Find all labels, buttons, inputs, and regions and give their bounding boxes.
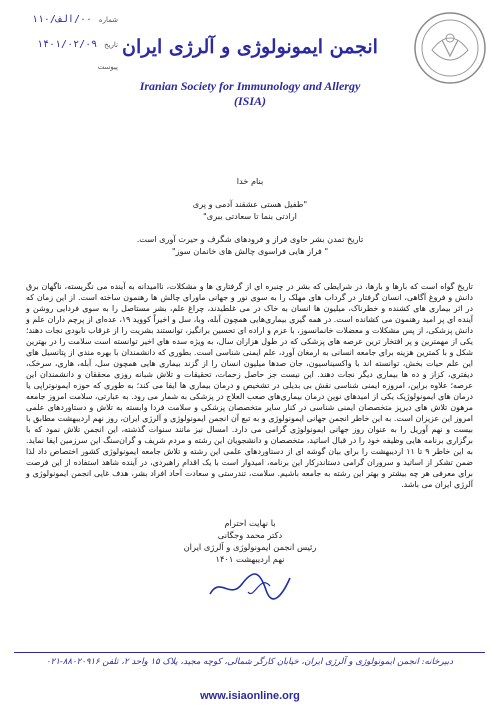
poem-line-1: "طفیل هستی عشقند آدمی و پری xyxy=(192,199,308,209)
signer-name: دکتر محمد وجگانی xyxy=(217,530,283,540)
basmala: بنام خدا xyxy=(236,176,264,186)
signer-title: رئیس انجمن ایمونولوژی و آلرژی ایران xyxy=(183,542,317,552)
society-logo-seal xyxy=(412,10,488,86)
intro-quote: " فراز هایی فراسوی چالش های خانمان سوز" xyxy=(171,246,329,256)
society-name-persian: انجمن ایمونولوژی و آلرژی ایران xyxy=(122,36,378,58)
letter-number-value: ۰۰/الف/۱۱۰ xyxy=(31,14,93,25)
poem-line-2: ارادتی بنما تا سعادتی ببری" xyxy=(203,211,297,221)
letter-number-label: شماره xyxy=(98,16,118,24)
letter-body: تاریخ گواه است که بارها و بارها، در شرایطی که بشر در چنبره ای از گرفتاری ها و مشکلات، ناامیدانه به آینده می نگریسته، ناگهان برق دانش و فروغ آگاهی، انسان گرفتار در گرداب های مهلک را به سوی نور و جهانی ماورای چالش ها رهنمون ساخته است. از این زمان که در اثر بیماری های کشنده و خطرناک، میلیون ها انسان به خاک در می غلطیدند، چراغ علم، بشر مستاصل را به سوی فردایی روشن و آینده ای پر امید رهنمون می کشانده است. در همه گیری بیماری‌هایی همچون آبله، وبا، سل و اخیراً کووید ۱۹، عده‌ای از پرچم داران علم و دانش پزشکی، از پس مشکلات و معضلات خانمانسوز، با عزم و اراده ای تحسین برانگیز، توانستند بشریت را از غرقاب نابودی نجات دهند؛ یکی از مهمترین و پر افتخار ترین عرصه های پزشکی که در طول هزاران سال، به ویژه سده های اخیر توانسته است سلامت را در بهترین شکل و با کمترین هزینه برای جامعه انسانی به ارمغان آورد، علم ایمنی شناسی است. بطوری که دانشمندان با بهره مندی از پتانسیل های این علم حیات بخش، توانسته اند با واکسیناسیون، جان صدها میلیون انسان را از گزند بیماری هایی همچون سل، آبله، هاری، سرخک، دیفتری، کزاز و ده ها بیماری دیگر نجات دهند. این نیست جز حاصل زحمات، تحقیقات و تلاش شبانه روزی محققان و دانشمندان این عرصه؛ علاوه براین، امروزه ایمنی شناسی نقش بی بدیلی در تشخیص و درمان بیماری ها ایفا می کند؛ به طوری که حوزه ایمونوتراپی یا درمان های ایمونولوژیک یکی از امیدهای نوین درمان بیماری‌های صعب العلاج در پزشکی به شمار می رود. به عبارتی، سلامت امروز جامعه مرهون تلاش های دیرپز متخصصان ایمنی شناسی در کنار سایر متخصصان پزشکی و سلامت فردا وابسته به تلاش و دستاوردهای علمی امروز این عزیزان است. به این خاطر انجمن جهانی ایمونولوژی و به تبع آن انجمن ایمونولوژی و آلرژی ایران، روز نهم اردیبهشت مطابق با بیست و نهم آوریل را به عنوان روز جهانی ایمونولوژی گرامی می دارد. امسال نیز مانند سنوات گذشته، این انجمن تلاش نمود که با برگزاری برنامه هایی وظیفه خود را در قبال اساتید، متخصصان و دانشجویان این رشته و مردم شریف و گران‌سنگ این سرزمین ایفا نماید. به این خاطر ۹ تا ۱۱ اردیبهشت را برای بیان گوشه ای از دستاوردهای علمی این رشته و تلاش جامعه ایمونولوژی کشور اختصاص داد لذا ضمن تشکر از اساتید و سروران گرامی دستاندرکار این برنامه، امیدوار است با یک اقدام راهبردی، در آینده شاهد استفاده از این فرصت برای معرفی هر چه بیشتر و بهتر این رشته به جامعه باشیم. سلامت، تندرستی و سعادت آحاد افراد بشر، هدف غایی انجمن ایمونولوژی و آلرژی ایران می باشد. xyxy=(26,282,473,489)
footer-website[interactable]: www.isiaonline.org xyxy=(200,690,300,702)
signature-date: نهم اردیبهشت ۱۴۰۱ xyxy=(215,554,285,564)
letter-date-label: تاریخ xyxy=(104,41,118,49)
handwritten-signature xyxy=(200,566,300,606)
letter-number xyxy=(8,14,118,25)
society-name-english: Iranian Society for Immunology and Allergy (ISIA) xyxy=(139,79,361,108)
letter-date-value: ۱۴۰۱/۰۲/۰۹ xyxy=(36,39,98,50)
letter-attachment xyxy=(8,62,118,72)
closing-phrase: با نهایت احترام xyxy=(224,518,276,528)
footer-divider xyxy=(14,652,485,653)
footer-address: دبیرخانه: انجمن ایمونولوژی و آلرژی ایران، خیابان کارگر شمالی، کوچه مجید، پلاک ۱۵ واحد ۲، تلفن ۸۸۰۲۰۹۱۶-۰۲۱ xyxy=(45,657,454,667)
letter-date xyxy=(8,39,118,50)
letter-attachment-label: پیوست xyxy=(97,63,118,71)
intro-sentence: تاریخ تمدن بشر حاوی فراز و فرودهای شگرف و حیرت آوری است. xyxy=(136,234,364,244)
